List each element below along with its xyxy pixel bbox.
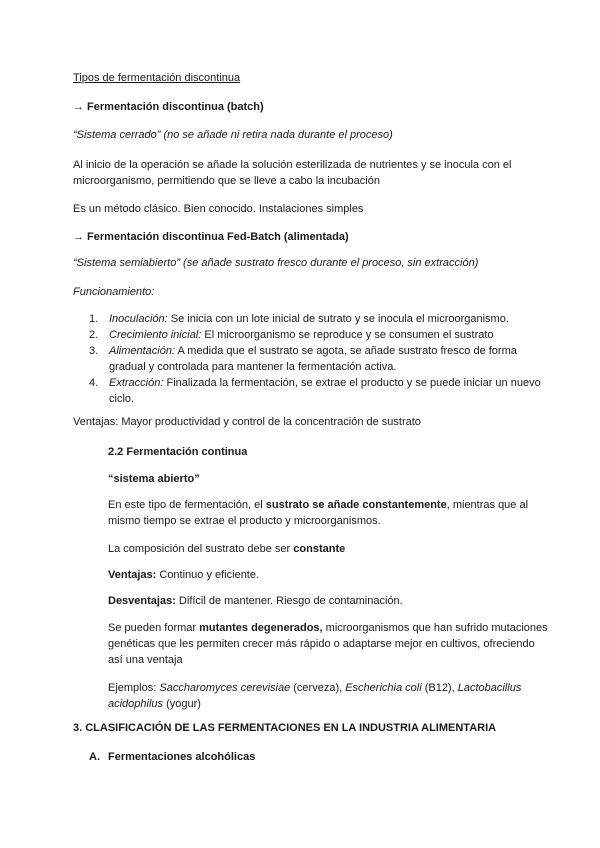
text-run: (yogur): [163, 698, 201, 710]
species-name: Lactobacillus acidophilus: [108, 682, 522, 710]
list-item: [73, 343, 543, 375]
section-3a-number: A.: [89, 751, 100, 763]
list-item-number: 2.: [89, 329, 99, 341]
text-run: microorganismos que han sufrido mutaciones genéticas que les permiten crecer más rápido o adaptarse mejor en cultivos, ofreciendo así una ventaja: [108, 622, 548, 666]
continua-paragraph-3: [108, 620, 548, 668]
desventajas-text: Difícil de mantener. Riesgo de contaminación.: [175, 595, 403, 607]
tipos-heading: Tipos de fermentación discontinua: [73, 72, 241, 84]
continua-ventajas: [108, 567, 548, 583]
list-item-number: 4.: [89, 377, 99, 389]
batch-paragraph-1: Al inicio de la operación se añade la solución esterilizada de nutrientes y se inocula con el microorganismo, permitiendo que se lleve a cabo la incubación: [73, 159, 512, 187]
text-run-bold: sustrato se añade constantemente: [265, 499, 447, 511]
text-run: (B12),: [421, 682, 458, 694]
list-item-term: Inoculación:: [109, 313, 168, 325]
text-run-bold: constante: [293, 543, 346, 555]
text-run: En este tipo de fermentación, el: [108, 499, 266, 511]
section-3-heading: 3. CLASIFICACIÓN DE LAS FERMENTACIONES EN LA INDUSTRIA ALIMENTARIA: [73, 722, 497, 734]
continua-heading: 2.2 Fermentación continua: [108, 446, 248, 458]
fedbatch-heading: → Fermentación discontinua Fed-Batch (alimentada): [73, 231, 349, 243]
ventajas-text: Continuo y eficiente.: [156, 569, 260, 581]
desventajas-label: Desventajas:: [108, 595, 176, 607]
text-run: (cerveza),: [290, 682, 346, 694]
text-run: La composición del sustrato debe ser: [108, 543, 294, 555]
batch-heading: → Fermentación discontinua (batch): [73, 101, 264, 113]
continua-desventajas: [108, 593, 548, 609]
continua-paragraph-2: [108, 541, 548, 557]
species-name: Saccharomyces cerevisiae: [159, 682, 291, 694]
list-item-text: El microorganismo se reproduce y se consumen el sustrato: [201, 329, 494, 341]
list-item: [73, 375, 543, 407]
section-3a-title: Fermentaciones alcohólicas: [108, 751, 256, 763]
continua-quote: “sistema abierto”: [108, 473, 200, 485]
list-item-term: Extracción:: [109, 377, 164, 389]
fedbatch-steps-list: [73, 311, 543, 407]
list-item-text: A medida que el sustrato se agota, se añade sustrato fresco de forma gradual y controlada para mantener la fermentación activa.: [109, 345, 517, 373]
fedbatch-quote: “Sistema semiabierto” (se añade sustrato fresco durante el proceso, sin extracción): [73, 257, 479, 269]
text-run: Se pueden formar: [108, 622, 200, 634]
batch-paragraph-2: Es un método clásico. Bien conocido. Instalaciones simples: [73, 203, 364, 215]
list-item-number: 1.: [89, 313, 99, 325]
list-item-number: 3.: [89, 345, 99, 357]
ejemplos-label: Ejemplos:: [108, 682, 160, 694]
species-name: Escherichia coli: [345, 682, 422, 694]
continua-paragraph-1: [108, 497, 548, 529]
list-item: [73, 311, 543, 327]
list-item-text: Se inicia con un lote inicial de sutrato y se inocula el microorganismo.: [167, 313, 509, 325]
text-run-bold: mutantes degenerados,: [199, 622, 323, 634]
section-3a-heading: [89, 749, 559, 765]
ventajas-label: Ventajas:: [108, 569, 157, 581]
list-item-term: Alimentación:: [109, 345, 176, 357]
list-item-text: Finalizada la fermentación, se extrae el producto y se puede iniciar un nuevo ciclo.: [109, 377, 541, 405]
fedbatch-ventajas: Ventajas: Mayor productividad y control de la concentración de sustrato: [73, 416, 421, 428]
text-run: , mientras que al mismo tiempo se extrae el producto y microorganismos.: [108, 499, 529, 527]
list-item-term: Crecimiento inicial:: [109, 329, 202, 341]
list-item: [73, 327, 543, 343]
continua-ejemplos: [108, 680, 548, 712]
funcionamiento-label: Funcionamiento:: [73, 286, 155, 298]
batch-quote: “Sistema cerrado” (no se añade ni retira nada durante el proceso): [73, 129, 393, 141]
